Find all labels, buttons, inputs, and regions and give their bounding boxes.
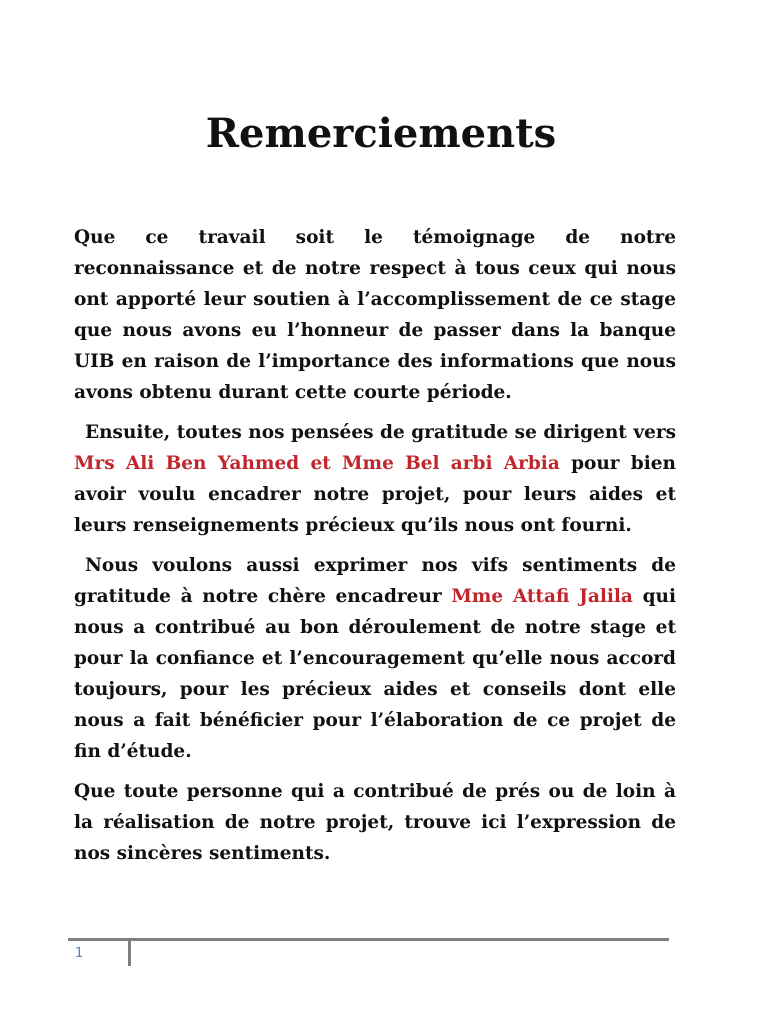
paragraph-supervisors-after: pour bien avoir voulu encadrer notre projet, pour leurs aides et leurs renseignements précieux qu’ils nous ont fourni. [74,453,676,536]
footer-rule [68,938,669,941]
advisor-name: Mme Attafi Jalila [451,586,633,607]
paragraph-intro: Que ce travail soit le témoignage de notre reconnaissance et de notre respect à tous ceux qui nous ont apporté leur soutien à l’accomplissement de ce stage que nous avons eu l’honneur de passer dans la banque UIB en raison de l’importance des informations que nous avons obtenu durant cette courte période. [74,227,676,403]
paragraph-supervisors [74,417,676,541]
acknowledgements-body [74,222,676,878]
paragraph-advisor [74,550,676,767]
paragraph-advisor-before: Nous voulons aussi exprimer nos vifs sentiments de gratitude à notre chère encadreur [74,555,676,607]
supervisor-names: Mrs Ali Ben Yahmed et Mme Bel arbi Arbia [74,453,560,474]
paragraph-supervisors-before: Ensuite, toutes nos pensées de gratitude se dirigent vers [85,422,676,443]
paragraph-closing: Que toute personne qui a contribué de prés ou de loin à la réalisation de notre projet, trouve ici l’expression de nos sincères sentiments. [74,781,676,864]
page-number: 1 [75,946,84,961]
paragraph-advisor-after: qui nous a contribué au bon déroulement de notre stage et pour la confiance et l’encouragement qu’elle nous accord toujours, pour les précieux aides et conseils dont elle nous a fait bénéficier pour l’élaboration de ce projet de fin d’étude. [74,586,676,762]
page-title: Remerciements [205,110,557,157]
footer-divider [128,940,131,966]
